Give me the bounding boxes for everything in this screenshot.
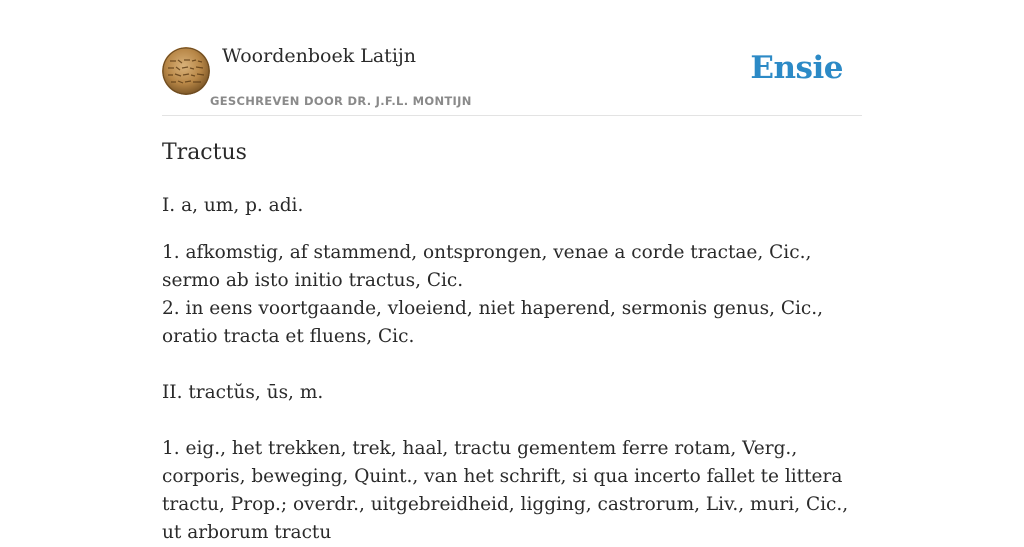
entry-line: 1. eig., het trekken, trek, haal, tractu gementem ferre rotam, Verg., corporis, beweging, Quint., van het schrift, si qua incerto fallet te littera tractu, Prop.; overdr., uitgebreidheid, ligging, castrorum, Liv., muri, Cic., ut arborum tractu xyxy=(162,438,849,543)
dictionary-title[interactable]: Woordenboek Latijn xyxy=(222,45,417,67)
site-header xyxy=(162,0,862,116)
entry-title: Tractus xyxy=(162,140,247,165)
entry-content xyxy=(162,192,862,547)
entry-line: I. a, um, p. adi. xyxy=(162,195,304,216)
author-byline: GESCHREVEN DOOR DR. J.F.L. MONTIJN xyxy=(210,94,472,108)
page xyxy=(162,0,862,543)
entry-line: 1. afkomstig, af stammend, ontsprongen, venae a corde tractae, Cic., sermo ab isto initio tractus, Cic. xyxy=(162,242,812,291)
entry-line: 2. in eens voortgaande, vloeiend, niet haperend, sermonis genus, Cic., oratio tracta et fluens, Cic. xyxy=(162,298,824,347)
latin-inscription-coin-icon[interactable] xyxy=(162,47,210,95)
entry-line: II. tractŭs, ūs, m. xyxy=(162,382,324,403)
brand-logo-link[interactable]: Ensie xyxy=(750,50,843,86)
